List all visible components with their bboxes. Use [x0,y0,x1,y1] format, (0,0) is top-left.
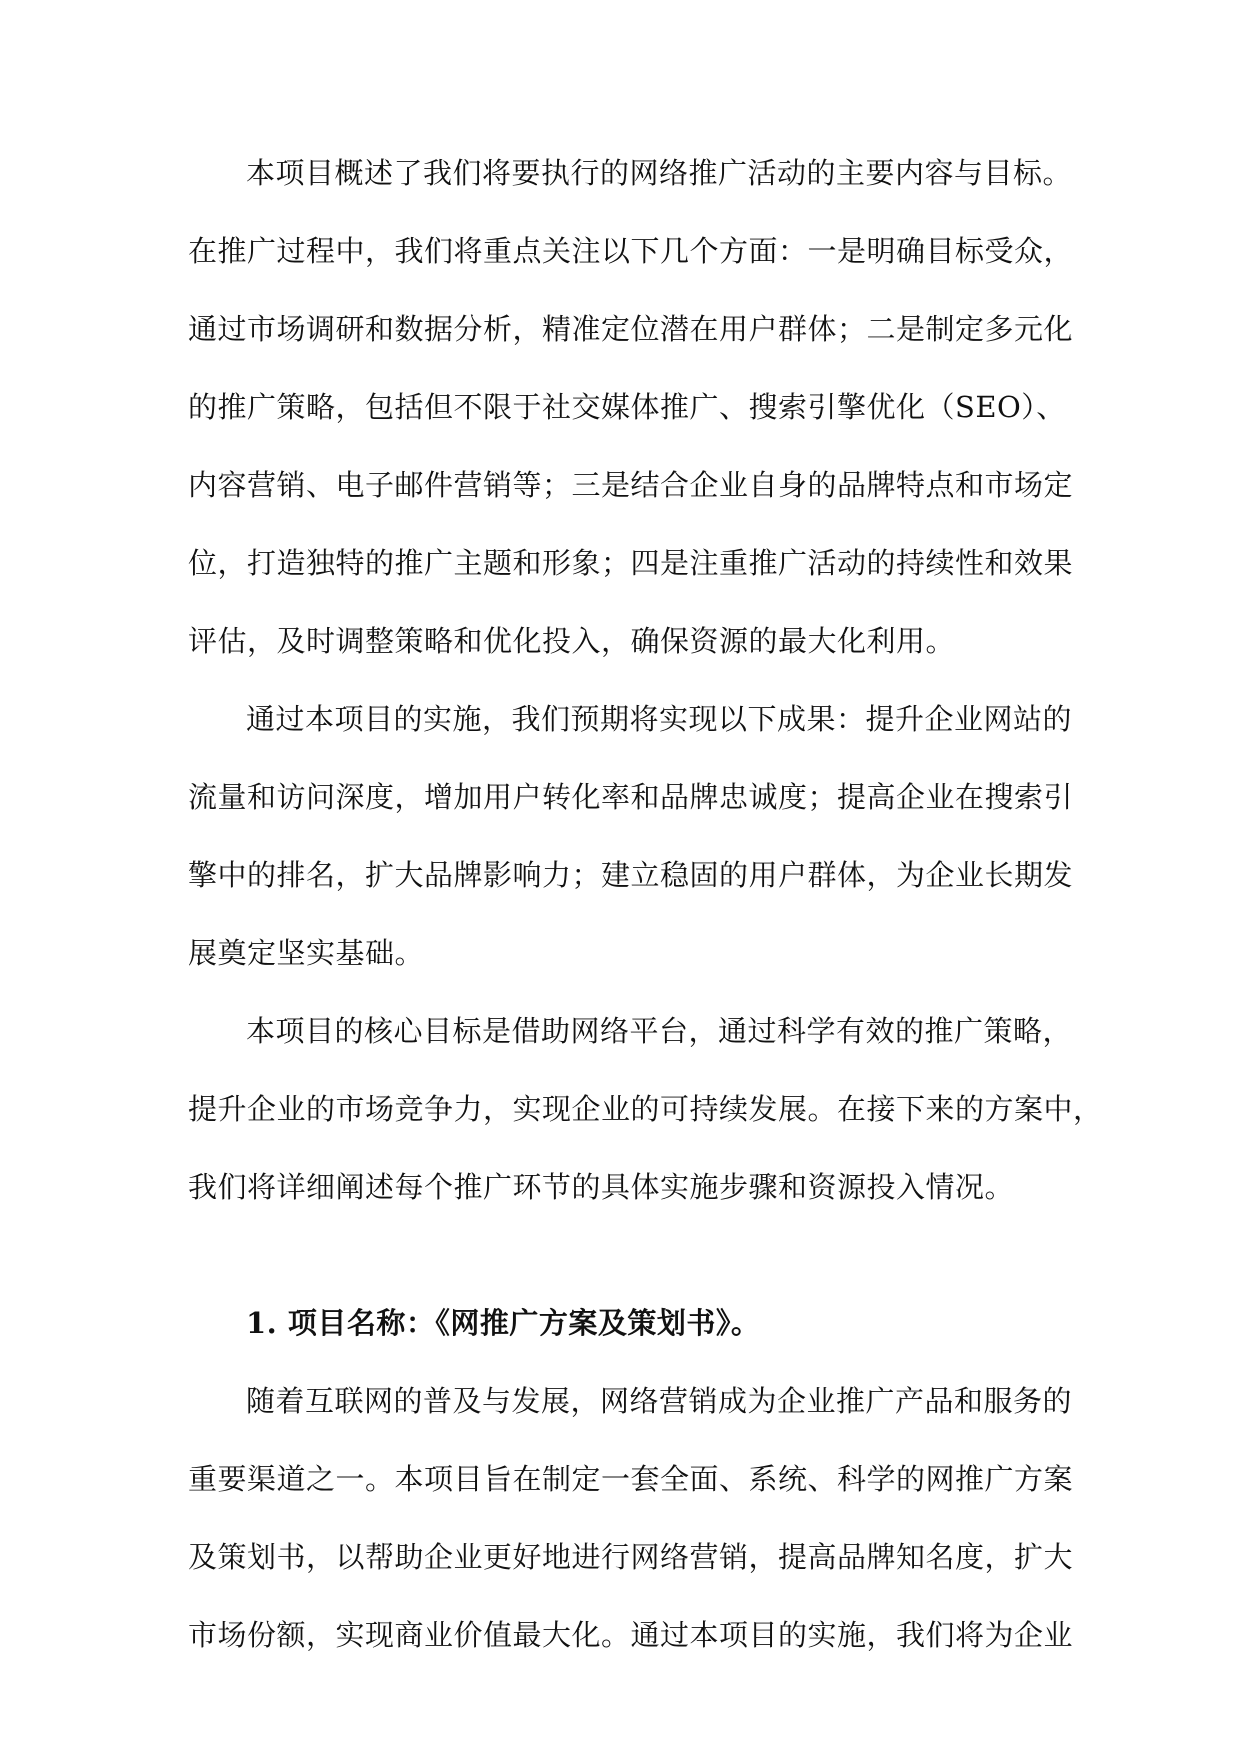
paragraph-line: 位，打造独特的推广主题和形象；四是注重推广活动的持续性和效果 [188,546,1074,580]
paragraph-overview [188,134,1074,680]
paragraph-line: 内容营销、电子邮件营销等；三是结合企业自身的品牌特点和市场定 [188,468,1074,502]
paragraph-line: 本项目的核心目标是借助网络平台，通过科学有效的推广策略， [246,1014,1073,1048]
paragraph-line: 擎中的排名，扩大品牌影响力；建立稳固的用户群体，为企业长期发 [188,858,1074,892]
paragraph-line: 我们将详细阐述每个推广环节的具体实施步骤和资源投入情况。 [188,1170,1015,1204]
section-heading: 1. 项目名称：《网推广方案及策划书》。 [246,1306,761,1340]
paragraph-line: 在推广过程中，我们将重点关注以下几个方面：一是明确目标受众， [188,234,1074,268]
paragraph-line: 通过市场调研和数据分析，精准定位潜在用户群体；二是制定多元化 [188,312,1074,346]
paragraph-outcomes [188,680,1074,992]
section-spacer [188,1226,1053,1284]
paragraph-line: 展奠定坚实基础。 [188,936,425,970]
paragraph-core-goal [188,992,1103,1226]
paragraph-line: 及策划书，以帮助企业更好地进行网络营销，提高品牌知名度，扩大 [188,1540,1074,1574]
paragraph-line: 本项目概述了我们将要执行的网络推广活动的主要内容与目标。 [246,156,1073,190]
paragraph-line: 通过本项目的实施，我们预期将实现以下成果：提升企业网站的 [246,702,1073,736]
paragraph-line: 重要渠道之一。本项目旨在制定一套全面、系统、科学的网推广方案 [188,1462,1074,1496]
paragraph-line: 评估，及时调整策略和优化投入，确保资源的最大化利用。 [188,624,956,658]
paragraph-line: 市场份额，实现商业价值最大化。通过本项目的实施，我们将为企业 [188,1618,1074,1652]
paragraph-project-intro [188,1362,1074,1674]
paragraph-line: 提升企业的市场竞争力，实现企业的可持续发展。在接下来的方案中， [188,1092,1103,1126]
document-page [188,134,1103,1674]
paragraph-line: 的推广策略，包括但不限于社交媒体推广、搜索引擎优化（SEO）、 [188,390,1066,424]
paragraph-line: 流量和访问深度，增加用户转化率和品牌忠诚度；提高企业在搜索引 [188,780,1074,814]
paragraph-line: 随着互联网的普及与发展，网络营销成为企业推广产品和服务的 [246,1384,1073,1418]
